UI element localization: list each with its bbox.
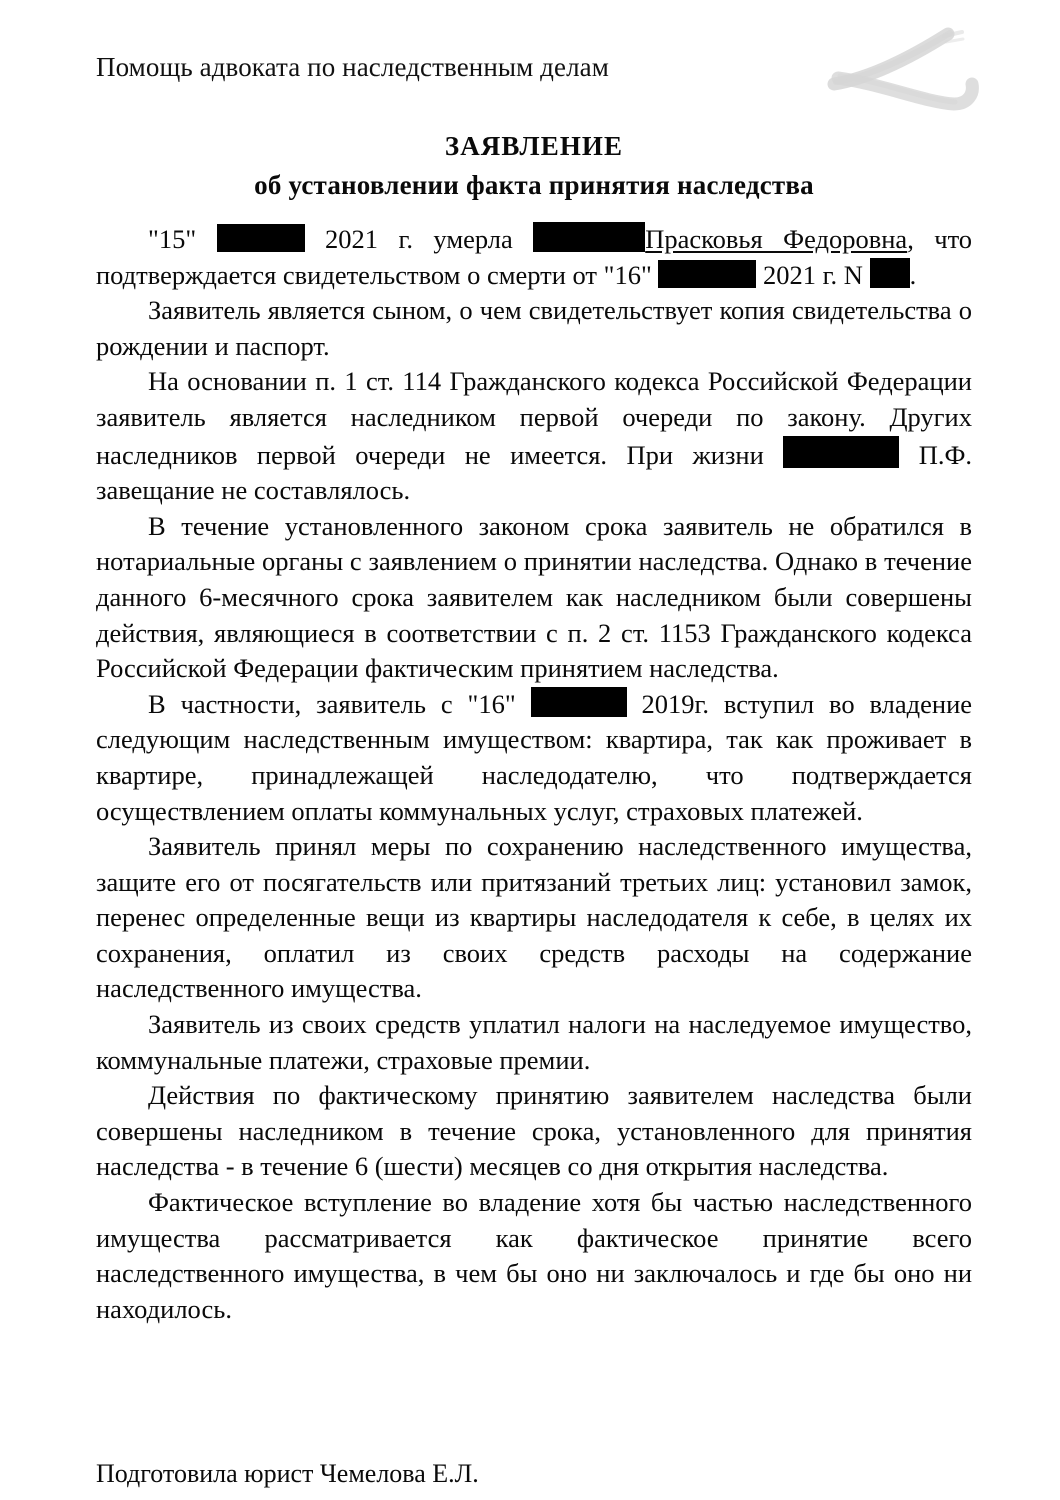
possession-intro: В частности, заявитель с — [148, 688, 453, 719]
document-title: ЗАЯВЛЕНИЕ — [444, 131, 624, 161]
paragraph-applicant-relation: Заявитель является сыном, о чем свидетельствует копия свидетельства о рождении и паспорт. — [96, 295, 972, 361]
certificate-phrase: , что подтверждается свидетельством о смерти от — [96, 224, 973, 290]
paragraph-partial-acceptance: Фактическое вступление во владение хотя бы частью наследственного имущества рассматривается как фактическое принятие всего наследственного имущества, в чем бы оно ни заключалось и где бы оно ни находилось. — [96, 1187, 972, 1324]
paragraph-notary-deadline: В течение установленного законом срока заявитель не обратился в нотариальные органы с заявлением о принятии наследства. Однако в течение данного 6-месячного срока заявителем как наследником были совершены действия, являющиеся в соответствии с п. 2 ст. 1153 Гражданского кодекса Российской Федерации фактическим принятием наследства. — [96, 510, 972, 684]
title-block — [96, 128, 972, 203]
footer-prepared-by: Подготовила юрист Чемелова Е.Л. — [96, 1459, 479, 1488]
redaction-box-death-month — [217, 224, 305, 252]
paragraph-taxes-paid: Заявитель из своих средств уплатил налоги на наследуемое имущество, коммунальные платежи, страховые премии. — [96, 1009, 972, 1075]
document-header — [96, 50, 1000, 120]
paragraph-legal-basis — [96, 364, 972, 508]
redaction-box-deceased-surname — [533, 222, 645, 252]
possession-day-quoted: "16" — [467, 688, 516, 719]
paragraph-protection-measures: Заявитель принял меры по сохранению наследственного имущества, защите его от посягательств или притязаний третьих лиц: установил замок, перенес определенные вещи из квартиры наследодателя к себе, в целях их сохранения, оплатил из своих средств расходы на содержание наследственного имущества. — [96, 831, 972, 1004]
deceased-name: Прасковья Федоровна — [645, 224, 908, 254]
redaction-box-deceased-initials — [783, 436, 899, 468]
document-subtitle: об установлении факта принятия наследства — [254, 170, 814, 200]
paragraph-death-certificate — [96, 222, 972, 293]
death-year-phrase: 2021 г. умерла — [325, 224, 513, 254]
possession-body: 2019г. вступил во владение следующим наследственным имуществом: квартира, так как проживает в квартире, принадлежащей наследодателю, что подтверждается осуществлением оплаты коммунальных услуг, страховых платежей. — [96, 688, 973, 826]
document-body — [96, 222, 972, 1327]
certificate-day-quoted: "16" — [603, 259, 652, 290]
paragraph-actions-within-term: Действия по фактическому принятию заявителем наследства были совершены наследником в течение срока, установленного для принятия наследства - в течение 6 (шести) месяцев со дня открытия наследства. — [96, 1080, 972, 1182]
redaction-box-possession-month — [531, 687, 627, 717]
legal-basis-text: На основании п. 1 ст. 114 Гражданского кодекса Российской Федерации заявитель является наследником первой очереди по закону. Других наследников первой очереди не имеется. При жизни — [96, 366, 972, 470]
redaction-box-certificate-number — [870, 258, 910, 288]
no-will-text: П.Ф. завещание не составлялось. — [96, 439, 973, 506]
paragraph-possession-details — [96, 687, 972, 829]
certificate-year-number: 2021 г. N — [763, 259, 863, 290]
header-title: Помощь адвоката по наследственным делам — [96, 52, 609, 82]
death-day-quoted: "15" — [148, 224, 197, 254]
sentence-period: . — [909, 259, 917, 290]
redaction-box-certificate-month — [658, 260, 756, 288]
